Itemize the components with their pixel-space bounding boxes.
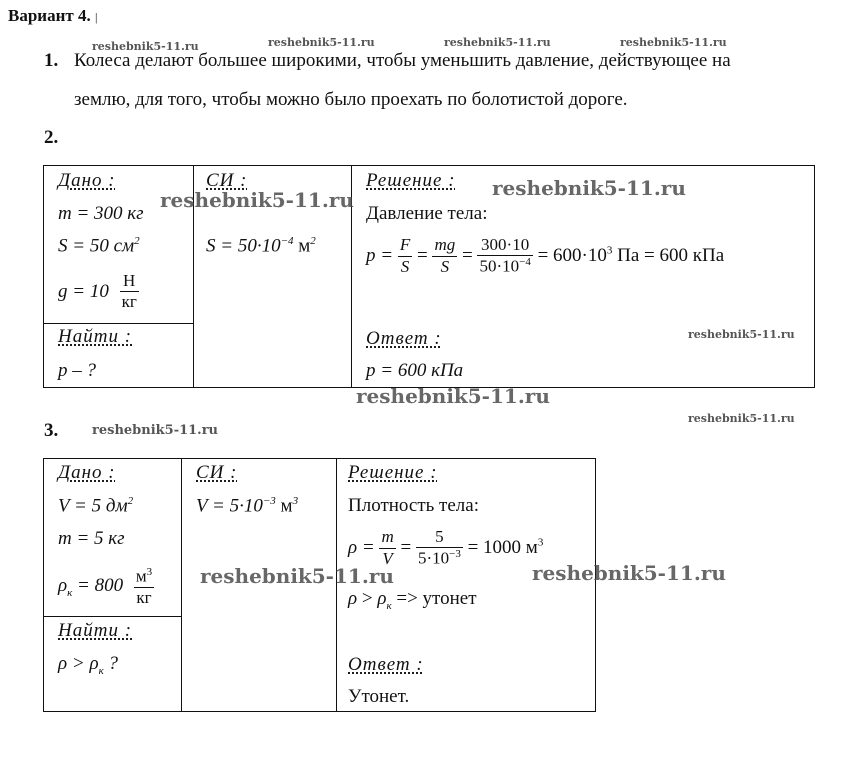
task3-formula: ρ = $\frac{m}{V}$ = $\frac{5}{5\cdot 10^{-3}}$ = 1000 $м^3$	[348, 527, 544, 569]
watermark: reshebnik5-11.ru	[160, 188, 354, 212]
watermark: reshebnik5-11.ru	[688, 328, 795, 341]
task2-answer-value: p = 600 кПа	[366, 360, 464, 381]
task2-find-value: p – ?	[58, 360, 96, 381]
task3-solution-text: Плотность тела:	[348, 495, 479, 516]
task2-solution-text: Давление тела:	[366, 203, 488, 224]
task3-number: 3.	[44, 420, 59, 441]
watermark: reshebnik5-11.ru	[620, 36, 727, 49]
watermark: reshebnik5-11.ru	[92, 423, 219, 438]
task1-line2: землю, для того, чтобы можно было проехать по болотистой дороге.	[74, 89, 628, 110]
title-text: Вариант 4.	[8, 6, 91, 25]
page-title	[8, 6, 97, 26]
task3-rho-k: $\rho_к = 800$ $\frac{м^3}{кг}$	[58, 566, 153, 608]
watermark: reshebnik5-11.ru	[268, 36, 375, 49]
watermark: reshebnik5-11.ru	[200, 564, 394, 588]
watermark: reshebnik5-11.ru	[532, 561, 726, 585]
task2-solution-label: Решение :	[366, 170, 456, 191]
task2-answer-label: Ответ :	[366, 328, 442, 349]
task3-volume: V = 5 $дм^2$	[58, 495, 134, 517]
task3-answer-label: Ответ :	[348, 654, 424, 675]
task2-formula: p = $\frac{F}{S}$ = $\frac{mg}{S}$ = $\frac{300\cdot 10}{50\cdot 10^{-4}}$ = $600\cdot 10^3$ Па = 600 кПа	[366, 235, 725, 277]
task2-mass: m = 300 кг	[58, 203, 144, 224]
task1-line1: Колеса делают большее широкими, чтобы уменьшить давление, действующее на	[74, 50, 731, 71]
task2-si-value: $S = 50\cdot 10^{-4}$ $м^2$	[206, 235, 316, 257]
title-mark: |	[94, 10, 98, 24]
task3-compare: $\rho > \rho_к$ => утонет	[348, 588, 477, 612]
watermark: reshebnik5-11.ru	[688, 412, 795, 425]
task2-dano-label: Дано :	[58, 170, 116, 191]
task3-find-label: Найти :	[58, 620, 133, 641]
task3-answer-value: Утонет.	[348, 686, 410, 707]
task2-g: g = 10 $\frac{Н}{кг}$	[58, 271, 137, 312]
task3-find-value: $\rho > \rho_к$ ?	[58, 653, 118, 677]
task2-area: S = 50 $см^2$	[58, 235, 140, 257]
watermark: reshebnik5-11.ru	[356, 384, 550, 408]
task2-number: 2.	[44, 127, 59, 148]
watermark: reshebnik5-11.ru	[492, 176, 686, 200]
task2-find-label: Найти :	[58, 326, 133, 347]
task3-si-value: $V = 5\cdot 10^{-3}$ $м^3$	[196, 495, 299, 517]
watermark: reshebnik5-11.ru	[444, 36, 551, 49]
task2-si-label: СИ :	[206, 170, 248, 191]
task3-solution-label: Решение :	[348, 462, 438, 483]
watermark: reshebnik5-11.ru	[92, 40, 199, 53]
task3-mass: m = 5 кг	[58, 528, 125, 549]
task3-si-label: СИ :	[196, 462, 238, 483]
task3-dano-label: Дано :	[58, 462, 116, 483]
task1-number: 1.	[44, 50, 59, 71]
